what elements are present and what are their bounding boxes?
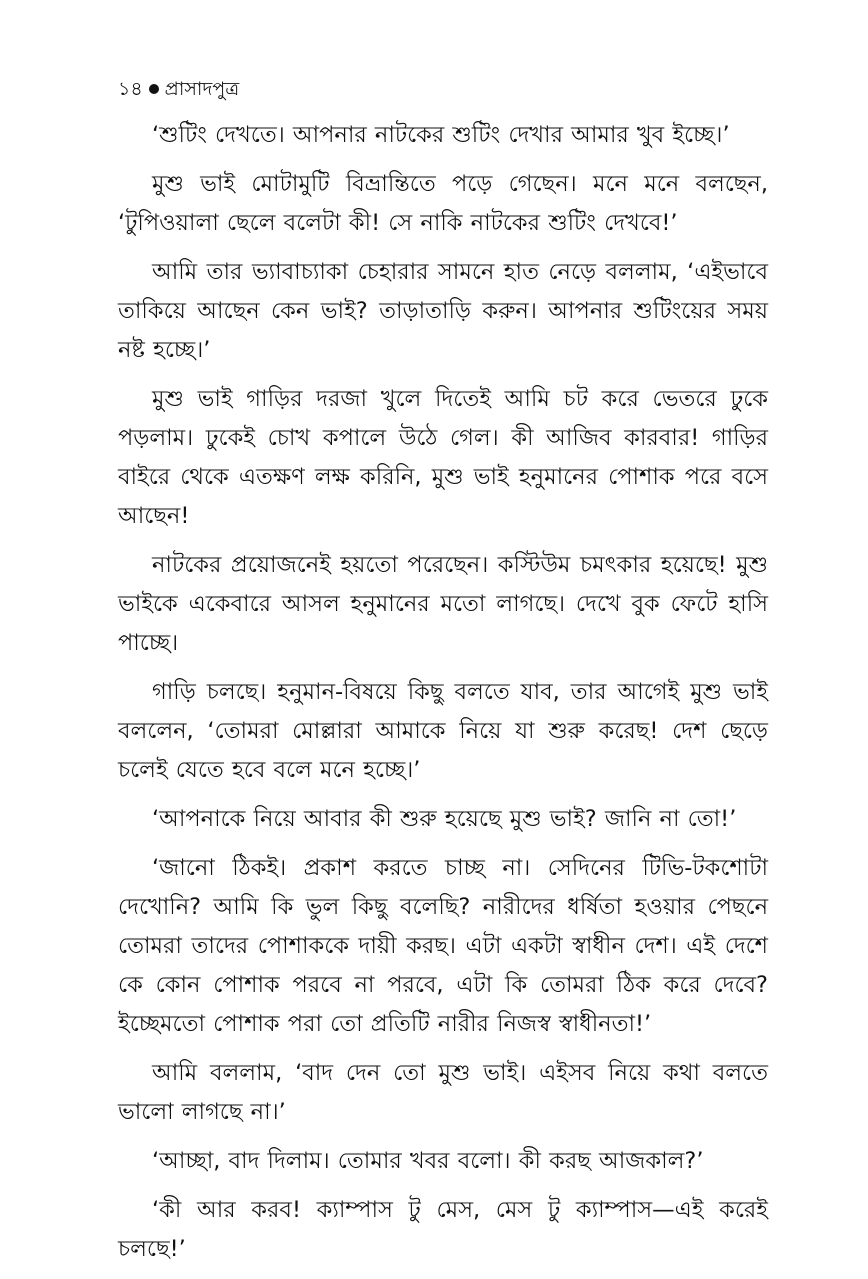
running-head [118, 76, 768, 102]
paragraph: ‘আপনাকে নিয়ে আবার কী শুরু হয়েছে মুশু ভাই? জানি না তো!’ [152, 806, 737, 832]
paragraph: ‘আচ্ছা, বাদ দিলাম। তোমার খবর বলো। কী করছ আজকাল?’ [152, 1148, 704, 1174]
paragraph: আমি তার ভ্যাবাচ্যাকা চেহারার সামনে হাত নেড়ে বললাম, ‘এইভাবে তাকিয়ে আছেন কেন ভাই? তাড়াতাড়ি করুন। আপনার শুটিংয়ের সময় নষ্ট হচ্ছে।’ [118, 259, 768, 363]
paragraph: মুশু ভাই মোটামুটি বিভ্রান্তিতে পড়ে গেছেন। মনে মনে বলছেন, ‘টুপিওয়ালা ছেলে বলেটা কী! সে নাকি নাটকের শুটিং দেখবে!’ [118, 171, 768, 236]
paragraph: ‘কী আর করব! ক্যাম্পাস টু মেস, মেস টু ক্যাম্পাস—এই করেই চলছে!’ [118, 1197, 768, 1262]
paragraph: মুশু ভাই গাড়ির দরজা খুলে দিতেই আমি চট করে ভেতরে ঢুকে পড়লাম। ঢুকেই চোখ কপালে উঠে গেল। কী আজিব কারবার! গাড়ির বাইরে থেকে এতক্ষণ লক্ষ করিনি, মুশু ভাই হনুমানের পোশাক পরে বসে আছেন! [118, 386, 768, 529]
paragraph: ‘জানো ঠিকই। প্রকাশ করতে চাচ্ছ না। সেদিনের টিভি-টকশোটা দেখোনি? আমি কি ভুল কিছু বলেছি? নারীদের ধর্ষিতা হওয়ার পেছনে তোমরা তাদের পোশাককে দায়ী করছ। এটা একটা স্বাধীন দেশ। এই দেশে কে কোন পোশাক পরবে না পরবে, এটা কি তোমরা ঠিক করে দেবে? ইচ্ছেমতো পোশাক পরা তো প্রতিটি নারীর নিজস্ব স্বাধীনতা!’ [118, 855, 768, 1037]
paragraph: ‘শুটিং দেখতে। আপনার নাটকের শুটিং দেখার আমার খুব ইচ্ছে।’ [152, 122, 730, 148]
book-page [118, 62, 768, 1279]
paragraph: আমি বললাম, ‘বাদ দেন তো মুশু ভাই। এইসব নিয়ে কথা বলতে ভালো লাগছে না।’ [118, 1060, 768, 1125]
page-number: ১৪ [118, 78, 143, 100]
paragraph: গাড়ি চলছে। হনুমান-বিষয়ে কিছু বলতে যাব, তার আগেই মুশু ভাই বললেন, ‘তোমরা মোল্লারা আমাকে নিয়ে যা শুরু করেছ! দেশ ছেড়ে চলেই যেতে হবে বলে মনে হচ্ছে।’ [118, 679, 768, 783]
book-title: প্রাসাদপুত্র [164, 78, 240, 100]
bullet-icon [149, 84, 159, 94]
paragraph: নাটকের প্রয়োজনেই হয়তো পরেছেন। কস্টিউম চমৎকার হয়েছে! মুশু ভাইকে একেবারে আসল হনুমানের মতো লাগছে। দেখে বুক ফেটে হাসি পাচ্ছে। [118, 552, 768, 656]
